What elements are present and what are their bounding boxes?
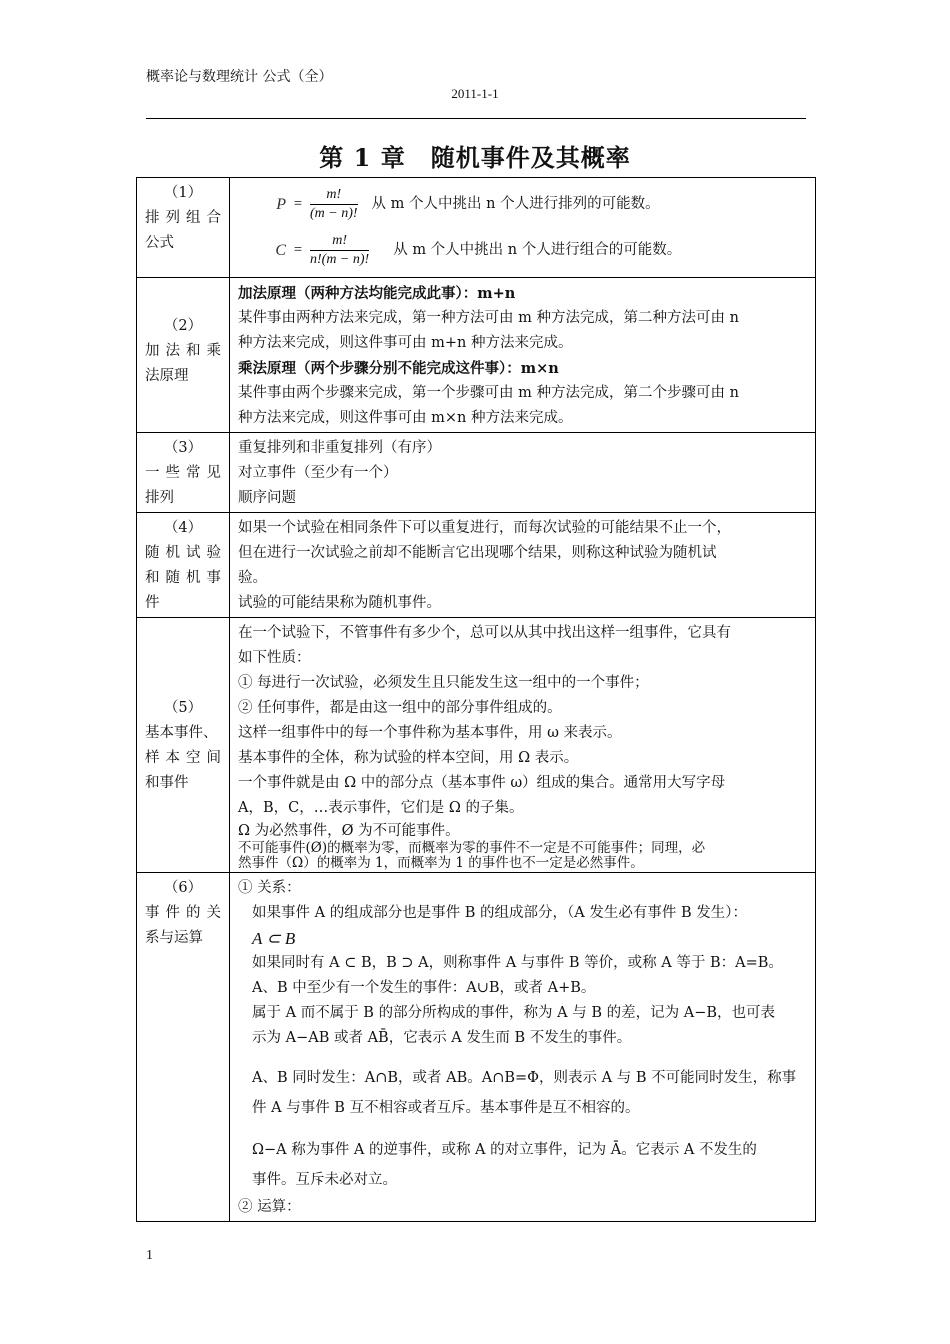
row-label: （4） 随 机 试 验 和 随 机 事 件 (137, 513, 230, 618)
row-content: 加法原理（两种方法均能完成此事）：m+n 某件事由两种方法来完成，第一种方法可由 m 种方法完成，第二种方法可由 n 种方法来完成，则这件事可由 m+n 种方法来完成。 乘法原理（两个步骤分别不能完成这件事）：m×n 某件事由两个步骤来完成，第一个步骤可由 m 种方法完成，第二个步骤可由 n 种方法来完成，则这件事可由 m×n 种方法来完成。 (230, 278, 816, 433)
table-row (137, 873, 816, 1222)
row-content: ① 关系： 如果事件 A 的组成部分也是事件 B 的组成部分，（A 发生必有事件 B 发生）： A ⊂ B 如果同时有 A ⊂ B，B ⊃ A，则称事件 A 与事件 B 等价，或称 A 等于 B：A=B。 A、B 中至少有一个发生的事件：A∪B，或者 A+B。 属于 A 而不属于 B 的部分所构成的事件，称为 A 与 B 的差，记为 A−B，也可表 示为 A−AB 或者 AB̄，它表示 A 发生而 B 不发生的事件。 A、B 同时发生：A∩B，或者 AB。A∩B=Φ，则表示 A 与 B 不可能同时发生，称事 件 A 与事件 B 互不相容或者互斥。基本事件是互不相容的。 Ω−A 称为事件 A 的逆事件，或称 A 的对立事件，记为 Ā。它表示 A 不发生的 事件。互斥未必对立。 ② 运算： (230, 873, 816, 1222)
row-label: （5） 基本事件、 样 本 空 间 和事件 (137, 618, 230, 873)
running-header-date: 2011-1-1 (451, 86, 499, 101)
table-row (137, 178, 816, 278)
running-header-title: 概率论与数理统计 公式（全） (146, 69, 333, 85)
combination-formula: C = $\frac{m!}{n!(m - n)!}$ 从 m 个人中挑出 n 个人进行组合的可能数。 (275, 232, 682, 267)
chapter-title: 第 1 章 随机事件及其概率 (319, 143, 631, 172)
row-content: 在一个试验下，不管事件有多少个，总可以从其中找出这样一组事件，它具有 如下性质： ① 每进行一次试验，必须发生且只能发生这一组中的一个事件； ② 任何事件，都是由这一组中的部分事件组成的。 这样一组事件中的每一个事件称为基本事件，用 ω 来表示。 基本事件的全体，称为试验的样本空间，用 Ω 表示。 一个事件就是由 Ω 中的部分点（基本事件 ω）组成的集合。通常用大写字母 A，B，C，…表示事件，它们是 Ω 的子集。 Ω 为必然事件，Ø 为不可能事件。 不可能事件(Ø)的概率为零，而概率为零的事件不一定是不可能事件；同理，必 然事件（Ω）的概率为 1，而概率为 1 的事件也不一定是必然事件。 (230, 618, 816, 873)
page-number: 1 (146, 1248, 153, 1263)
row-label: （3） 一 些 常 见 排列 (137, 433, 230, 513)
table-row (137, 433, 816, 513)
row-content: 重复排列和非重复排列（有序） 对立事件（至少有一个） 顺序问题 (230, 433, 816, 513)
formula-table (136, 177, 816, 1222)
table-row (137, 513, 816, 618)
row-label: （6） 事 件 的 关 系与运算 (137, 873, 230, 1222)
table-row (137, 278, 816, 433)
header-rule (146, 118, 806, 119)
row-content: 如果一个试验在相同条件下可以重复进行，而每次试验的可能结果不止一个， 但在进行一次试验之前却不能断言它出现哪个结果，则称这种试验为随机试 验。 试验的可能结果称为随机事件。 (230, 513, 816, 618)
row-label: （1） 排 列 组 合 公式 (137, 178, 230, 278)
row-label: （2） 加 法 和 乘 法原理 (137, 278, 230, 433)
table-row (137, 618, 816, 873)
permutation-formula: P = $\frac{m!}{(m - n)!}$ 从 m 个人中挑出 n 个人进行排列的可能数。 (276, 186, 660, 221)
row-content (230, 178, 816, 278)
